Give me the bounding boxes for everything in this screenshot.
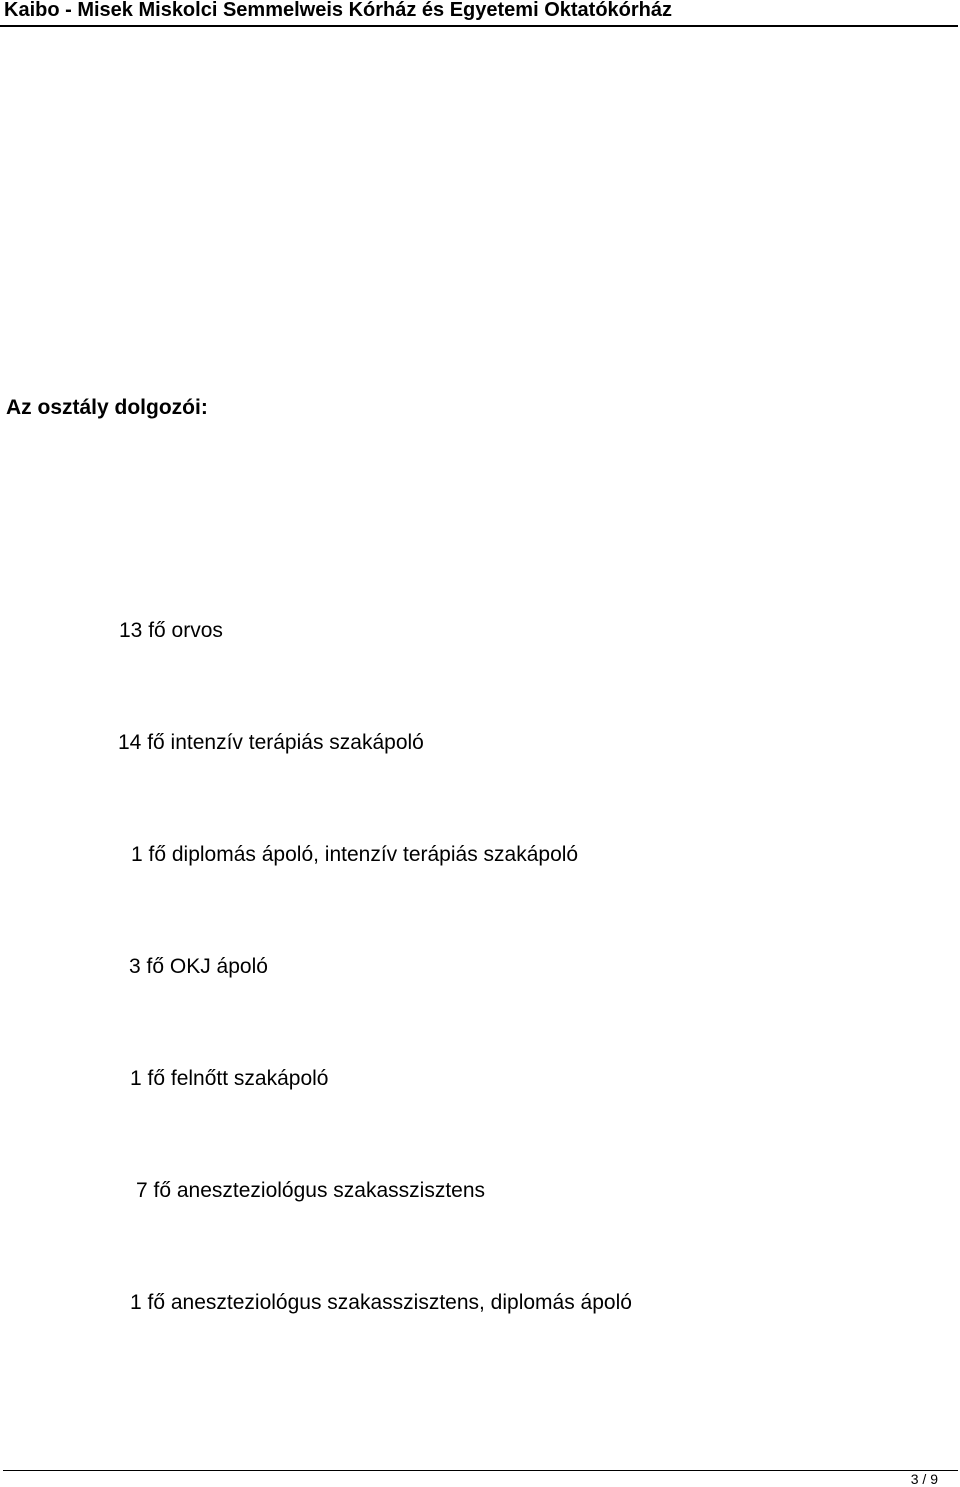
staff-item: 7 fő aneszteziológus szakasszisztens [136,1179,486,1202]
staff-item: 13 fő orvos [119,619,223,642]
page-number: 3 / 9 [910,1471,938,1487]
footer-divider [3,1470,958,1471]
staff-item: 14 fő intenzív terápiás szakápoló [118,731,424,754]
staff-item: 1 fő felnőtt szakápoló [130,1067,329,1090]
header-divider [0,25,958,27]
document-title: Kaibo - Misek Miskolci Semmelweis Kórház és Egyetemi Oktatókórház [4,0,672,21]
staff-item: 3 fő OKJ ápoló [129,955,268,978]
staff-item: 1 fő diplomás ápoló, intenzív terápiás szakápoló [131,843,579,866]
section-heading: Az osztály dolgozói: [6,396,208,419]
staff-item: 1 fő aneszteziológus szakasszisztens, diplomás ápoló [130,1291,632,1314]
